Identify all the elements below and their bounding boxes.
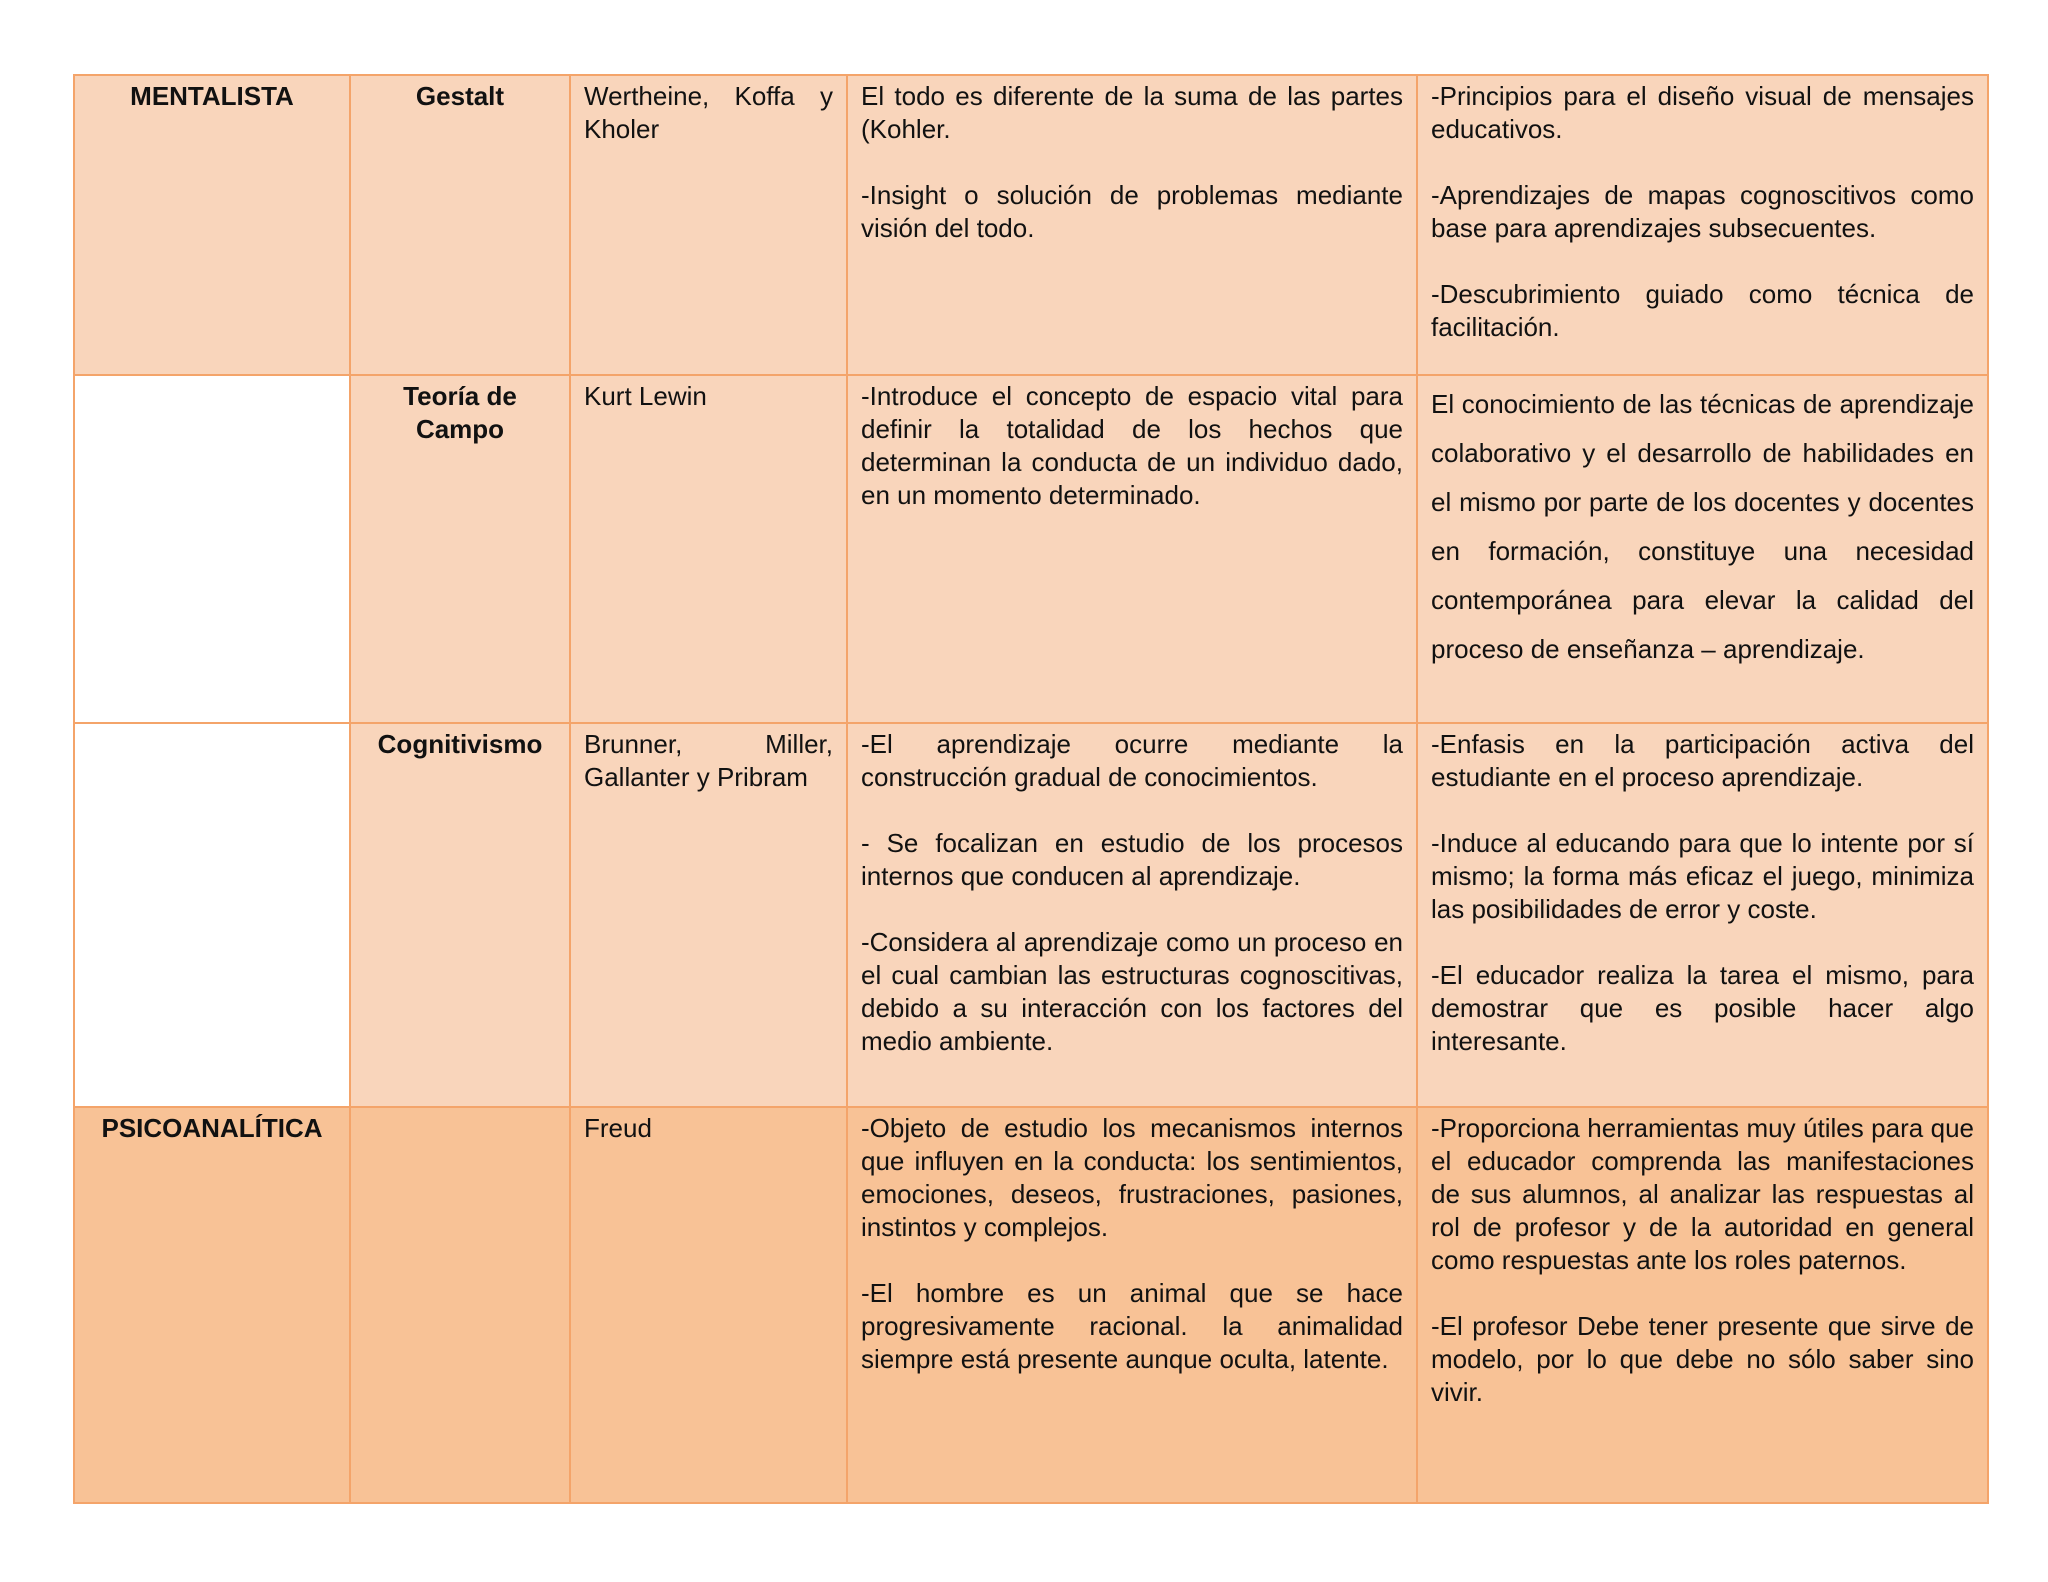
- theories-table: [73, 74, 1989, 1504]
- concept-paragraph: -Objeto de estudio los mecanismos internos que influyen en la conducta: los sentimientos, emociones, deseos, frustraciones, pasiones, instintos y complejos.: [861, 1113, 1403, 1242]
- applications-cell: [1417, 75, 1988, 375]
- theory-cell: Cognitivismo: [350, 723, 570, 1107]
- authors-cell: Freud: [570, 1107, 847, 1503]
- application-paragraph: El conocimiento de las técnicas de aprendizaje colaborativo y el desarrollo de habilidades en el mismo por parte de los docentes y docentes en formación, constituye una necesidad contemporánea para elevar la calidad del proceso de enseñanza – aprendizaje.: [1431, 389, 1974, 664]
- table-row: [74, 723, 1988, 1107]
- authors-cell: Wertheine, Koffa y Kholer: [570, 75, 847, 375]
- category-cell: [74, 723, 350, 1107]
- applications-cell: [1417, 1107, 1988, 1503]
- application-paragraph: -Principios para el diseño visual de mensajes educativos.: [1431, 81, 1974, 144]
- application-paragraph: -El educador realiza la tarea el mismo, para demostrar que es posible hacer algo interesante.: [1431, 960, 1974, 1056]
- theory-cell: Gestalt: [350, 75, 570, 375]
- concept-paragraph: -Insight o solución de problemas mediante visión del todo.: [861, 180, 1403, 243]
- table-row: [74, 75, 1988, 375]
- theory-cell: [350, 1107, 570, 1503]
- category-cell: MENTALISTA: [74, 75, 350, 375]
- document-page: [73, 74, 1987, 1504]
- concept-paragraph: El todo es diferente de la suma de las partes (Kohler.: [861, 81, 1403, 144]
- concept-paragraph: -El hombre es un animal que se hace progresivamente racional. la animalidad siempre está presente aunque oculta, latente.: [861, 1278, 1403, 1374]
- application-paragraph: -Enfasis en la participación activa del estudiante en el proceso aprendizaje.: [1431, 729, 1974, 792]
- table-row: [74, 375, 1988, 723]
- concepts-cell: [847, 75, 1417, 375]
- theory-cell: Teoría de Campo: [350, 375, 570, 723]
- concepts-cell: [847, 723, 1417, 1107]
- authors-cell: Brunner, Miller, Gallanter y Pribram: [570, 723, 847, 1107]
- category-cell: [74, 375, 350, 723]
- concept-paragraph: -Introduce el concepto de espacio vital para definir la totalidad de los hechos que determinan la conducta de un individuo dado, en un momento determinado.: [861, 381, 1403, 510]
- concept-paragraph: - Se focalizan en estudio de los procesos internos que conducen al aprendizaje.: [861, 828, 1403, 891]
- table-row: [74, 1107, 1988, 1503]
- applications-cell: [1417, 723, 1988, 1107]
- concepts-cell: [847, 375, 1417, 723]
- application-paragraph: -Induce al educando para que lo intente por sí mismo; la forma más eficaz el juego, minimiza las posibilidades de error y coste.: [1431, 828, 1974, 924]
- application-paragraph: -El profesor Debe tener presente que sirve de modelo, por lo que debe no sólo saber sino vivir.: [1431, 1311, 1974, 1407]
- authors-cell: Kurt Lewin: [570, 375, 847, 723]
- category-cell: PSICOANALÍTICA: [74, 1107, 350, 1503]
- applications-cell: [1417, 375, 1988, 723]
- concept-paragraph: -Considera al aprendizaje como un proceso en el cual cambian las estructuras cognoscitivas, debido a su interacción con los factores del medio ambiente.: [861, 927, 1403, 1056]
- concept-paragraph: -El aprendizaje ocurre mediante la construcción gradual de conocimientos.: [861, 729, 1403, 792]
- application-paragraph: -Aprendizajes de mapas cognoscitivos como base para aprendizajes subsecuentes.: [1431, 180, 1974, 243]
- concepts-cell: [847, 1107, 1417, 1503]
- application-paragraph: -Proporciona herramientas muy útiles para que el educador comprenda las manifestaciones de sus alumnos, al analizar las respuestas al rol de profesor y de la autoridad en general como respuestas ante los roles paternos.: [1431, 1113, 1974, 1275]
- application-paragraph: -Descubrimiento guiado como técnica de facilitación.: [1431, 279, 1974, 342]
